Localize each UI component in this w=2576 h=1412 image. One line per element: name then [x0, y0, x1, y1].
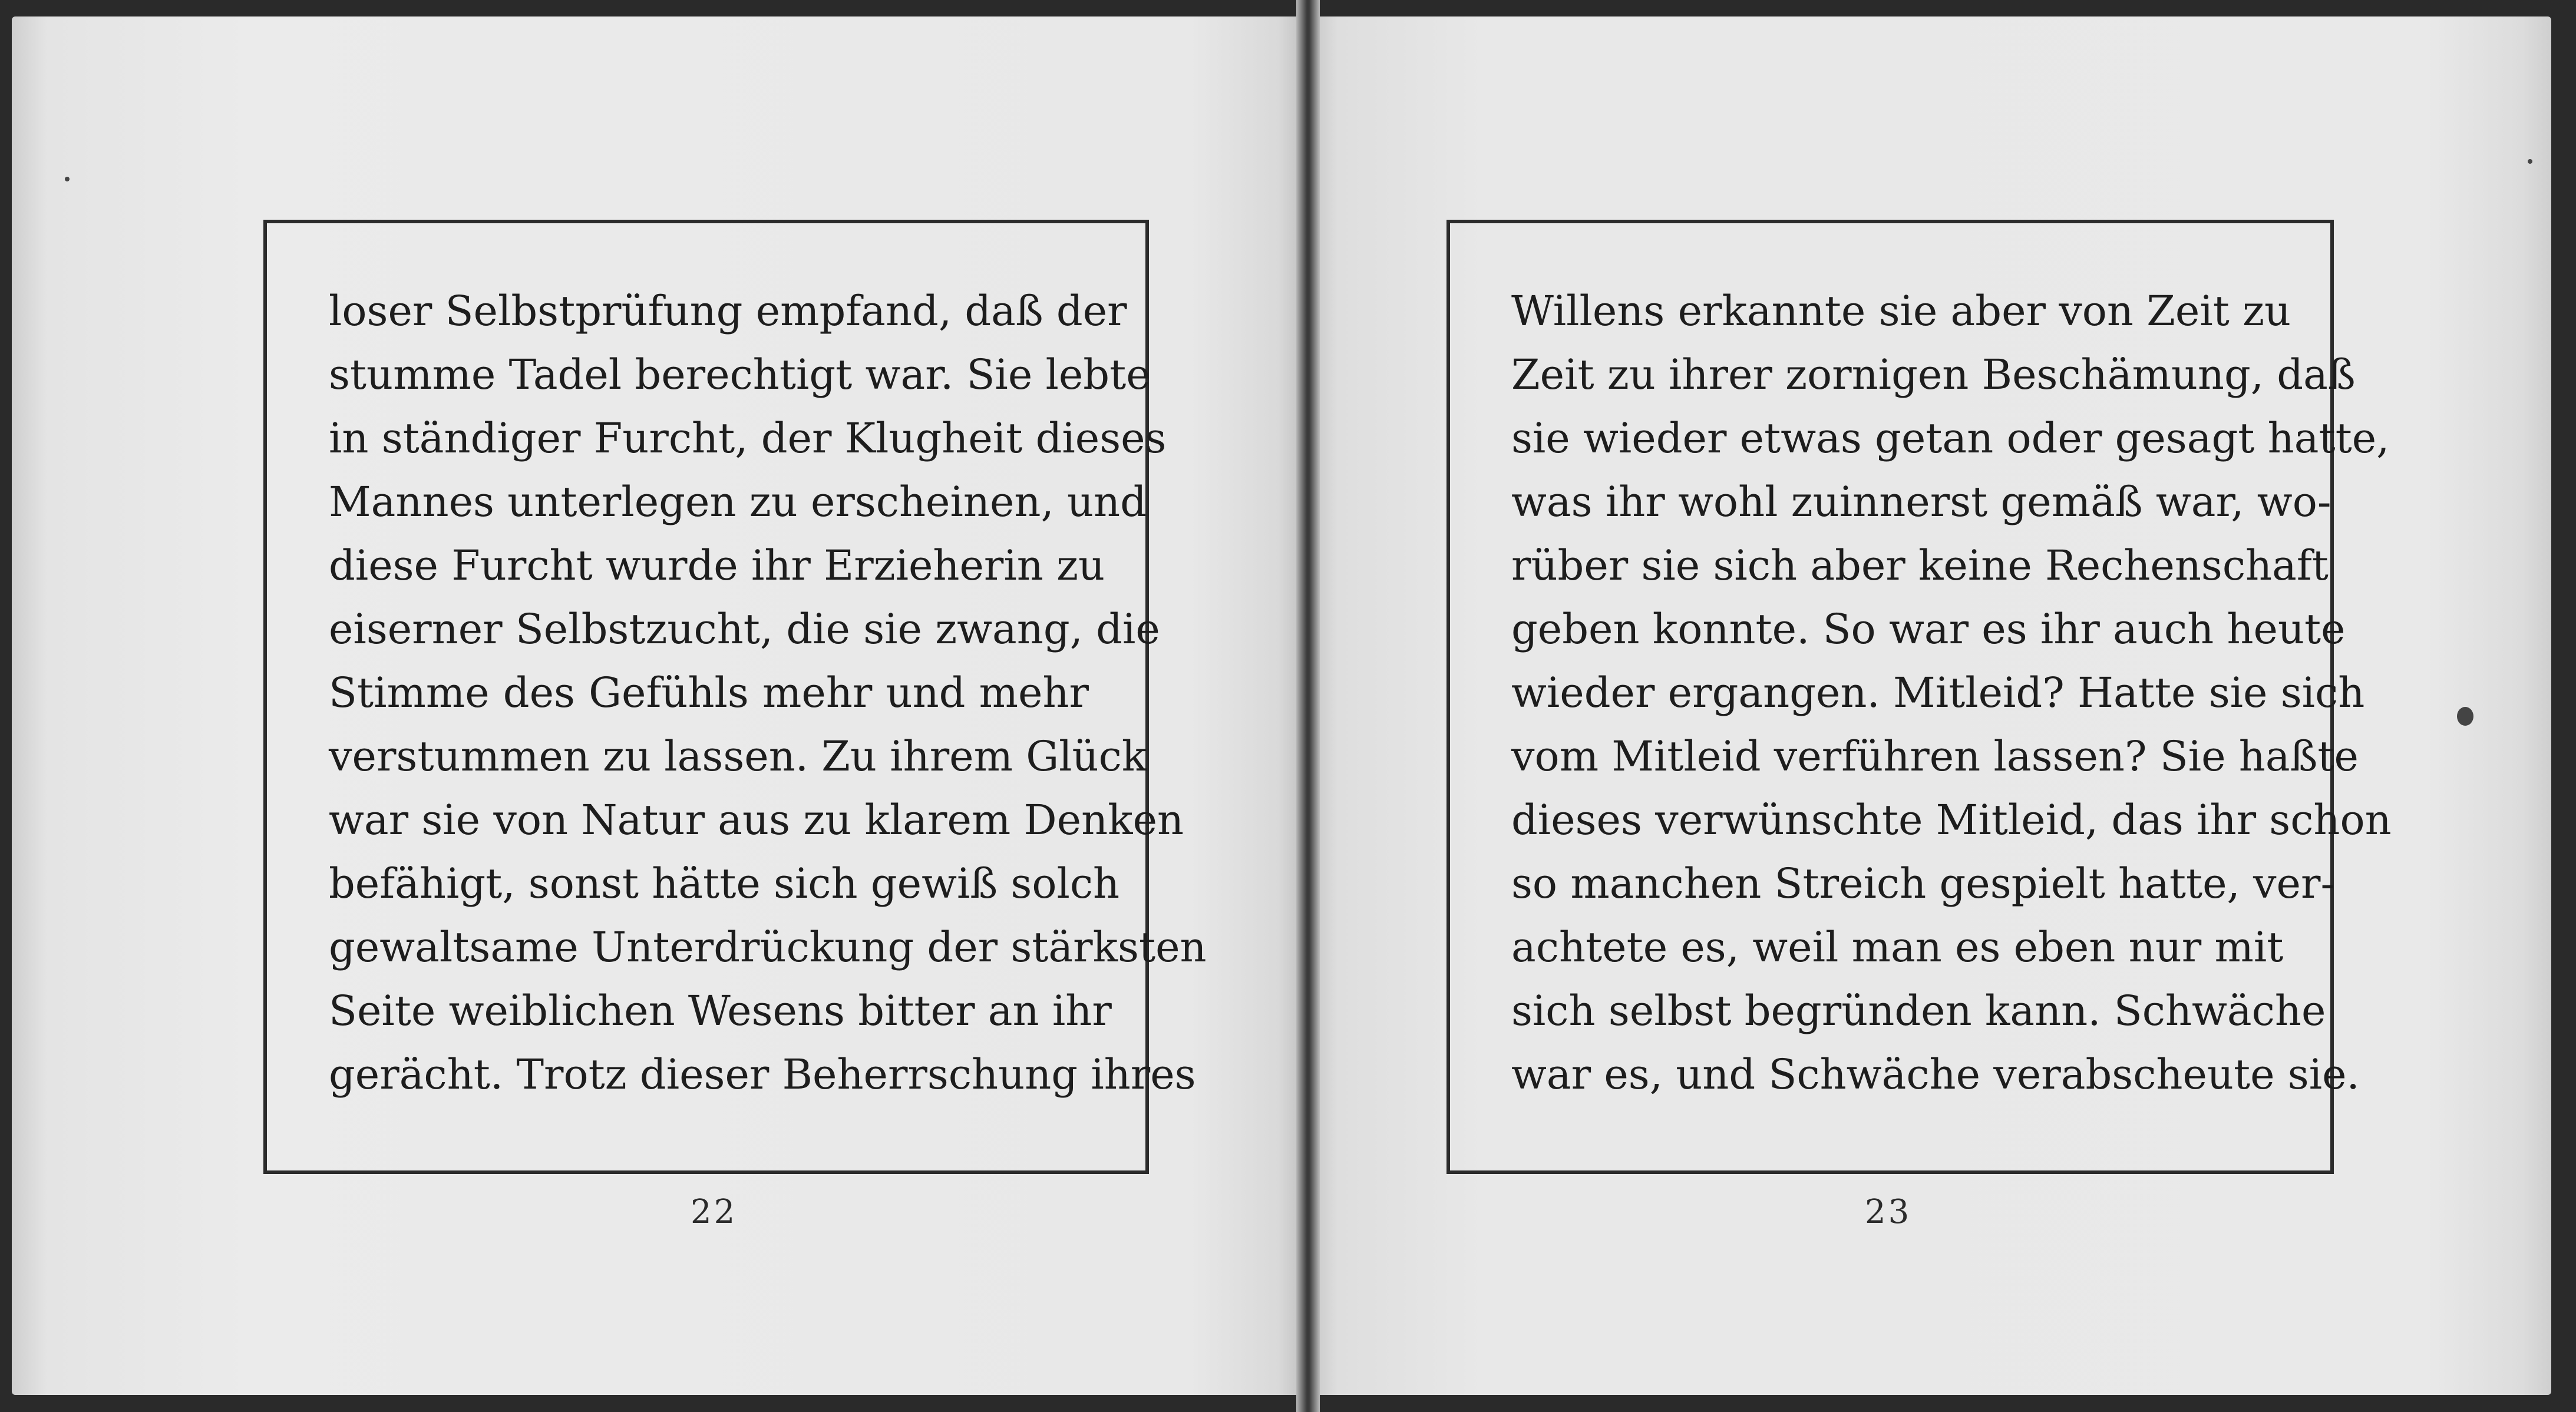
text-line: sich selbst begründen kann. Schwäche: [1511, 987, 2326, 1035]
page-number-right: 23: [1865, 1193, 1912, 1231]
text-line: war es, und Schwäche verabscheute sie.: [1511, 1050, 2360, 1099]
text-line: loser Selbstprüfung empfand, daß der: [329, 287, 1127, 335]
text-line: diese Furcht wurde ihr Erzieherin zu: [329, 541, 1105, 590]
paper-speck: [2528, 159, 2532, 164]
text-line: gerächt. Trotz dieser Beherrschung ihres: [329, 1050, 1196, 1099]
text-line: Zeit zu ihrer zornigen Beschämung, daß: [1511, 350, 2356, 399]
text-line: befähigt, sonst hätte sich gewiß solch: [329, 859, 1120, 908]
text-line: rüber sie sich aber keine Rechenschaft: [1511, 541, 2329, 590]
text-line: eiserner Selbstzucht, die sie zwang, die: [329, 605, 1160, 653]
text-line: verstummen zu lassen. Zu ihrem Glück: [329, 732, 1147, 781]
text-line: sie wieder etwas getan oder gesagt hatte,: [1511, 414, 2390, 462]
text-line: war sie von Natur aus zu klarem Denken: [329, 796, 1184, 844]
text-line: was ihr wohl zuinnerst gemäß war, wo-: [1511, 478, 2331, 526]
text-line: wieder ergangen. Mitleid? Hatte sie sich: [1511, 669, 2365, 717]
left-page-text: [329, 279, 1207, 1106]
text-line: achtete es, weil man es eben nur mit: [1511, 923, 2284, 971]
text-line: Seite weiblichen Wesens bitter an ihr: [329, 987, 1112, 1035]
text-line: Mannes unterlegen zu erscheinen, und: [329, 478, 1147, 526]
paper-speck: [65, 177, 70, 181]
text-line: dieses verwünschte Mitleid, das ihr schon: [1511, 796, 2392, 844]
text-line: geben konnte. So war es ihr auch heute: [1511, 605, 2346, 653]
text-line: in ständiger Furcht, der Klugheit dieses: [329, 414, 1167, 462]
text-line: gewaltsame Unterdrückung der stärksten: [329, 923, 1207, 971]
page-number-left: 22: [691, 1193, 738, 1231]
text-line: vom Mitleid verführen lassen? Sie haßte: [1511, 732, 2359, 781]
paper-speck: [2457, 707, 2473, 726]
text-line: stumme Tadel berechtigt war. Sie lebte: [329, 350, 1151, 399]
text-line: so manchen Streich gespielt hatte, ver-: [1511, 859, 2335, 908]
right-page-text: [1511, 279, 2392, 1106]
text-line: Stimme des Gefühls mehr und mehr: [329, 669, 1089, 717]
book-gutter: [1296, 0, 1320, 1412]
text-line: Willens erkannte sie aber von Zeit zu: [1511, 287, 2291, 335]
